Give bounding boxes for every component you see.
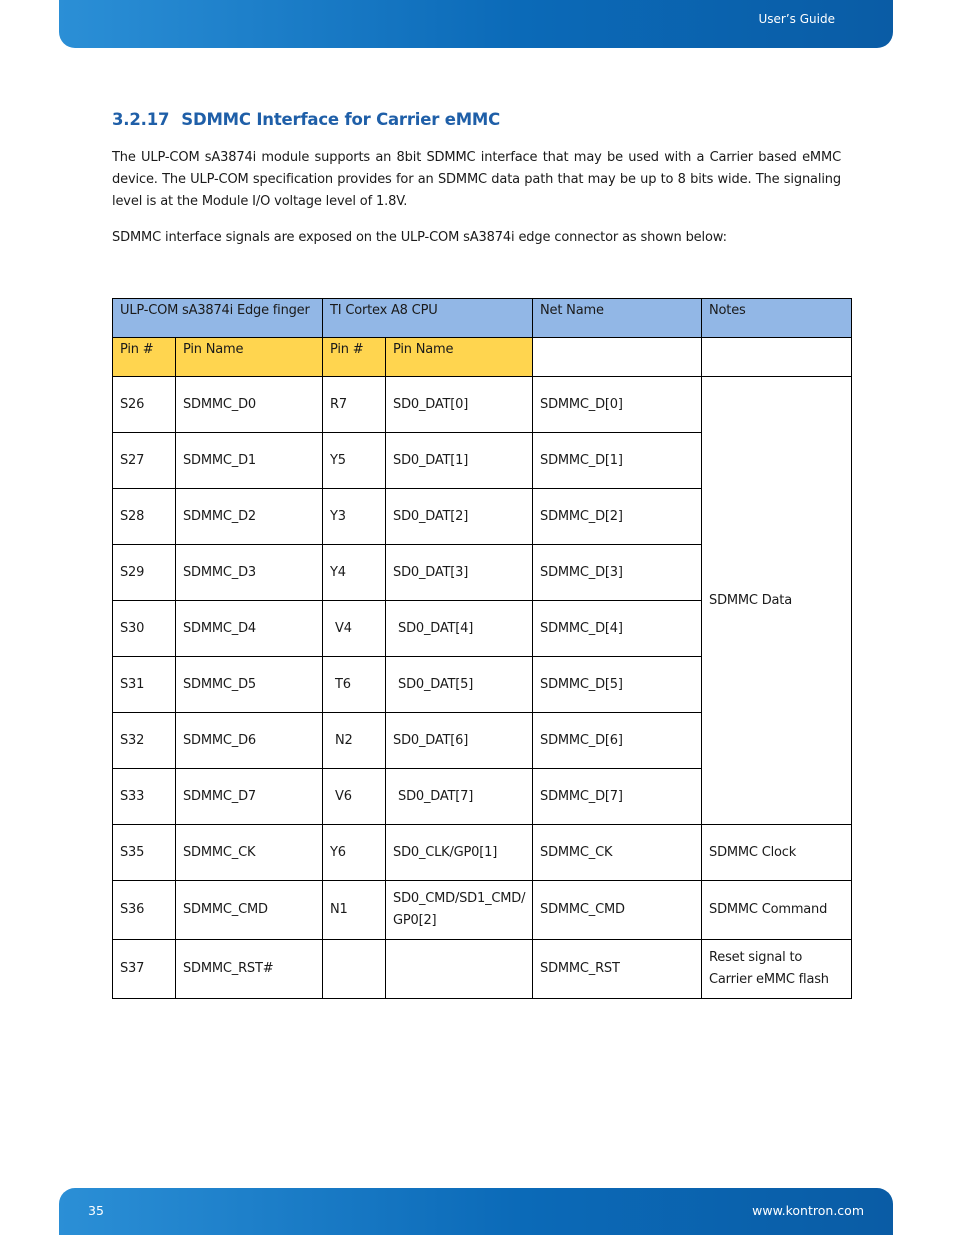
pin-name-cell: SDMMC_D5 (176, 657, 323, 713)
header-edge-finger: ULP-COM sA3874i Edge finger (113, 299, 323, 338)
subheader-pin-name: Pin Name (176, 338, 323, 377)
net-name-cell: SDMMC_D[5] (533, 657, 702, 713)
cpu-pin-cell: N2 (323, 713, 386, 769)
cpu-pin-cell: Y3 (323, 489, 386, 545)
cpu-pin-name-cell: SD0_DAT[7] (386, 769, 533, 825)
cpu-pin-cell: Y6 (323, 825, 386, 881)
net-name-cell: SDMMC_D[4] (533, 601, 702, 657)
subheader-empty (702, 338, 852, 377)
net-name-cell: SDMMC_CMD (533, 881, 702, 940)
net-name-cell: SDMMC_CK (533, 825, 702, 881)
pin-cell: S30 (113, 601, 176, 657)
footer-bar (59, 1188, 893, 1235)
cpu-pin-cell: T6 (323, 657, 386, 713)
net-name-cell: SDMMC_D[7] (533, 769, 702, 825)
pin-cell: S32 (113, 713, 176, 769)
cpu-pin-name-cell (386, 940, 533, 999)
table-subheader-row (113, 338, 852, 377)
notes-cell-data: SDMMC Data (702, 377, 852, 825)
header-cpu: TI Cortex A8 CPU (323, 299, 533, 338)
pin-name-cell: SDMMC_D4 (176, 601, 323, 657)
cpu-pin-name-cell: SD0_DAT[4] (386, 601, 533, 657)
cpu-pin-cell: R7 (323, 377, 386, 433)
pin-name-cell: SDMMC_CMD (176, 881, 323, 940)
table-row (113, 940, 852, 999)
pin-cell: S31 (113, 657, 176, 713)
pin-name-cell: SDMMC_RST# (176, 940, 323, 999)
section-number: 3.2.17 (112, 110, 170, 129)
cpu-pin-cell: Y4 (323, 545, 386, 601)
net-name-cell: SDMMC_D[3] (533, 545, 702, 601)
net-name-cell: SDMMC_D[2] (533, 489, 702, 545)
notes-cell: SDMMC Command (702, 881, 852, 940)
sdmmc-pin-table (112, 298, 852, 999)
subheader-cpu-pin-name: Pin Name (386, 338, 533, 377)
cpu-pin-name-cell: SD0_DAT[1] (386, 433, 533, 489)
cpu-pin-name-cell: SD0_DAT[5] (386, 657, 533, 713)
pin-name-cell: SDMMC_D0 (176, 377, 323, 433)
cpu-pin-cell: V6 (323, 769, 386, 825)
pin-cell: S26 (113, 377, 176, 433)
pin-cell: S33 (113, 769, 176, 825)
notes-cell: Reset signal to Carrier eMMC flash (702, 940, 852, 999)
cpu-pin-cell (323, 940, 386, 999)
cpu-pin-name-cell: SD0_DAT[2] (386, 489, 533, 545)
pin-name-cell: SDMMC_D2 (176, 489, 323, 545)
footer-url: www.kontron.com (752, 1203, 864, 1218)
cpu-pin-name-cell: SD0_DAT[3] (386, 545, 533, 601)
pin-cell: S28 (113, 489, 176, 545)
subheader-pin: Pin # (113, 338, 176, 377)
pin-name-cell: SDMMC_D7 (176, 769, 323, 825)
header-title: User’s Guide (758, 12, 835, 26)
header-notes: Notes (702, 299, 852, 338)
header-net-name: Net Name (533, 299, 702, 338)
pin-cell: S27 (113, 433, 176, 489)
signals-paragraph: SDMMC interface signals are exposed on the ULP-COM sA3874i edge connector as shown below: (112, 230, 727, 245)
net-name-cell: SDMMC_D[0] (533, 377, 702, 433)
section-title: SDMMC Interface for Carrier eMMC (181, 110, 501, 129)
intro-paragraph: The ULP-COM sA3874i module supports an 8bit SDMMC interface that may be used with a Carrier based eMMC device. The ULP-COM specification provides for an SDMMC data path that may be up to 8 bits wide. The signaling level is at the Module I/O voltage level of 1.8V. (112, 150, 841, 209)
cpu-pin-cell: Y5 (323, 433, 386, 489)
page-number: 35 (88, 1203, 104, 1218)
subheader-empty (533, 338, 702, 377)
net-name-cell: SDMMC_D[1] (533, 433, 702, 489)
table-row (113, 825, 852, 881)
notes-cell: SDMMC Clock (702, 825, 852, 881)
pin-name-cell: SDMMC_D6 (176, 713, 323, 769)
cpu-pin-name-cell: SD0_CMD/SD1_CMD/ GP0[2] (386, 881, 533, 940)
cpu-pin-cell: V4 (323, 601, 386, 657)
pin-cell: S36 (113, 881, 176, 940)
pin-name-cell: SDMMC_D1 (176, 433, 323, 489)
pin-cell: S29 (113, 545, 176, 601)
header-bar (59, 0, 893, 48)
table-header-row (113, 299, 852, 338)
pin-name-cell: SDMMC_D3 (176, 545, 323, 601)
cpu-pin-name-cell: SD0_DAT[0] (386, 377, 533, 433)
section-heading (112, 110, 500, 129)
pin-name-cell: SDMMC_CK (176, 825, 323, 881)
table-row (113, 881, 852, 940)
net-name-cell: SDMMC_RST (533, 940, 702, 999)
cpu-pin-name-cell: SD0_CLK/GP0[1] (386, 825, 533, 881)
pin-cell: S35 (113, 825, 176, 881)
cpu-pin-name-cell: SD0_DAT[6] (386, 713, 533, 769)
pin-cell: S37 (113, 940, 176, 999)
cpu-pin-cell: N1 (323, 881, 386, 940)
subheader-cpu-pin: Pin # (323, 338, 386, 377)
table-row (113, 377, 852, 433)
net-name-cell: SDMMC_D[6] (533, 713, 702, 769)
